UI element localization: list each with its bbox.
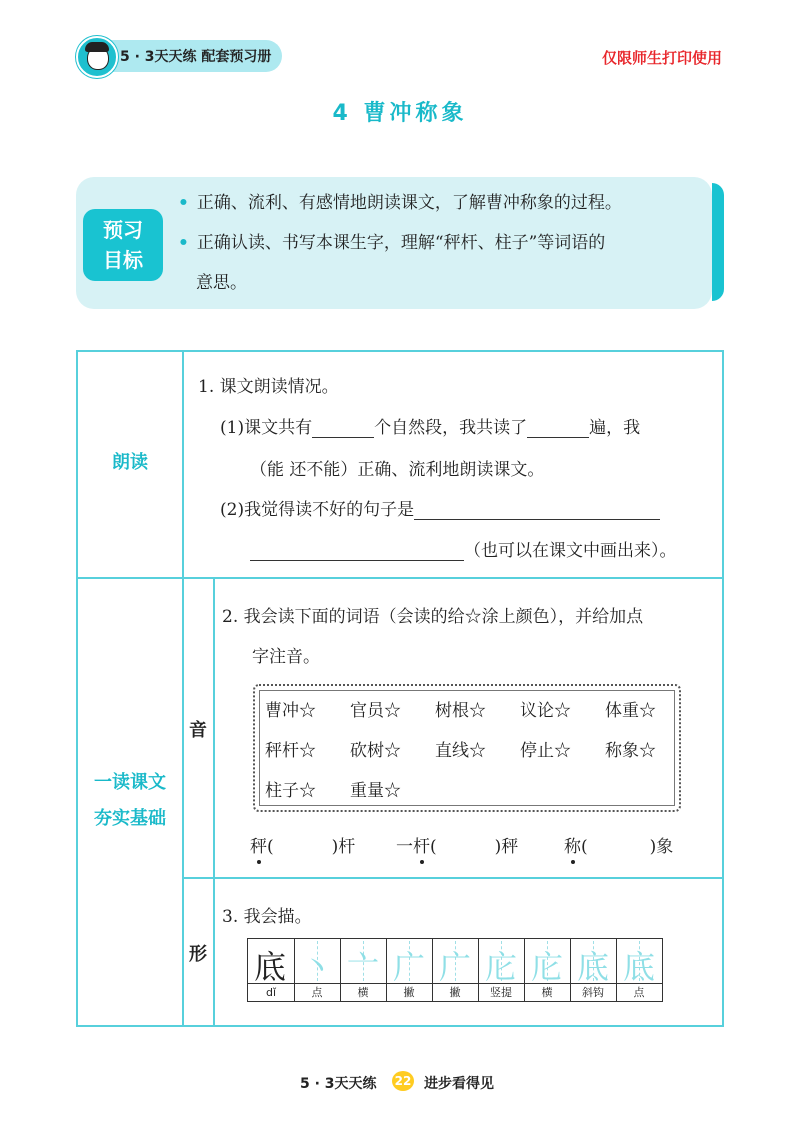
stroke-order-grid [247,938,663,1002]
q1-part1-line2: （能 还不能）正确、流利地朗读课文。 [250,460,545,480]
word-item[interactable]: 砍树☆ [350,741,401,761]
goals-label [83,209,163,281]
table-bottom-border [76,1025,724,1027]
q2-title-line1: 2. 我会读下面的词语（会读的给☆涂上颜色），并给加点 [222,607,644,627]
stroke-cell[interactable] [570,939,617,986]
table-sub-row-divider [182,877,724,879]
word-item[interactable]: 停止☆ [520,741,571,761]
goals-label-line2: 目标 [103,248,143,272]
word-item[interactable]: 树根☆ [435,701,486,721]
brand-title: 5 · 3天天练 配套预习册 [120,49,272,65]
pinyin-label: dǐ [248,983,295,1001]
table-top-border [76,350,724,352]
stroke-name: 横 [524,983,571,1001]
goal-item-2-cont: 意思。 [196,273,247,293]
stroke-step: 丶 [301,948,334,986]
model-character: 底 [254,948,287,986]
hard-sentence-blank-1[interactable] [414,501,660,520]
q1-part2: (2)我觉得读不好的句子是 [220,495,660,520]
stroke-name: 点 [294,983,341,1001]
pinyin-item-2: 一杆( )秤 [396,832,518,857]
stroke-name: 横 [340,983,387,1001]
stroke-step: 底 [577,948,610,986]
table-row-divider [76,577,724,579]
stroke-name: 竖提 [478,983,525,1001]
basics-section-label: 一读课文 夯实基础 [94,772,166,829]
word-item[interactable]: 体重☆ [605,701,656,721]
sound-label: 音 [189,720,207,741]
goal-item-1: • 正确、流利、有感情地朗读课文，了解曹冲称象的过程。 [178,193,622,213]
shape-label: 形 [189,944,207,965]
word-item[interactable]: 直线☆ [435,741,486,761]
stroke-name: 撇 [386,983,433,1001]
q3-title: 3. 我会描。 [222,907,312,927]
stroke-cell [248,939,295,986]
stroke-cell[interactable] [386,939,433,986]
stroke-cell[interactable] [524,939,571,986]
footer-slogan: 进步看得见 [424,1076,494,1092]
usage-restriction: 仅限师生打印使用 [601,49,722,67]
pinyin-item-1: 秤( )杆 [250,832,355,857]
stroke-cell[interactable] [340,939,387,986]
q1-title: 1. 课文朗读情况。 [198,377,339,397]
footer-brand: 5 · 3天天练 [300,1076,377,1092]
stroke-step: 庀 [531,948,564,986]
word-item[interactable]: 称象☆ [605,741,656,761]
lesson-title: 4 曹冲称象 [332,101,468,126]
word-item[interactable]: 重量☆ [350,781,401,801]
stroke-step: 庀 [485,948,518,986]
stroke-cell[interactable] [478,939,525,986]
stroke-cell[interactable] [616,939,662,986]
stroke-step: 广 [393,948,426,986]
read-times-blank[interactable] [527,419,589,438]
mascot-avatar-icon [76,36,118,78]
q1-part2-line2: （也可以在课文中画出来）。 [250,536,677,561]
hard-sentence-blank-2[interactable] [250,542,464,561]
paragraph-count-blank[interactable] [312,419,374,438]
word-item[interactable]: 议论☆ [520,701,571,721]
stroke-step: 广 [439,948,472,986]
goal-item-2: • 正确认读、书写本课生字，理解“秤杆、柱子”等词语的 [178,233,606,253]
word-item[interactable]: 曹冲☆ [265,701,316,721]
stroke-name: 点 [616,983,662,1001]
pinyin-item-3: 称( )象 [564,832,673,857]
stroke-cell[interactable] [432,939,479,986]
stroke-step: 底 [623,948,656,986]
stroke-name: 撇 [432,983,479,1001]
q1-part1: (1)课文共有 个自然段，我共读了 遍，我 [220,418,641,438]
q2-title-line2: 字注音。 [252,647,320,667]
stroke-cell[interactable] [294,939,341,986]
table-sub-divider [213,577,215,1027]
goals-box-edge [712,183,724,301]
word-item[interactable]: 秤杆☆ [265,741,316,761]
word-item[interactable]: 官员☆ [350,701,401,721]
stroke-step: 亠 [347,948,380,986]
goals-label-line1: 预习 [103,218,143,242]
word-item[interactable]: 柱子☆ [265,781,316,801]
table-right-border [722,350,724,1027]
reading-section-label: 朗读 [112,452,148,473]
stroke-name: 斜钩 [570,983,617,1001]
table-label-divider [182,350,184,1027]
page-number: 22 [392,1071,414,1091]
